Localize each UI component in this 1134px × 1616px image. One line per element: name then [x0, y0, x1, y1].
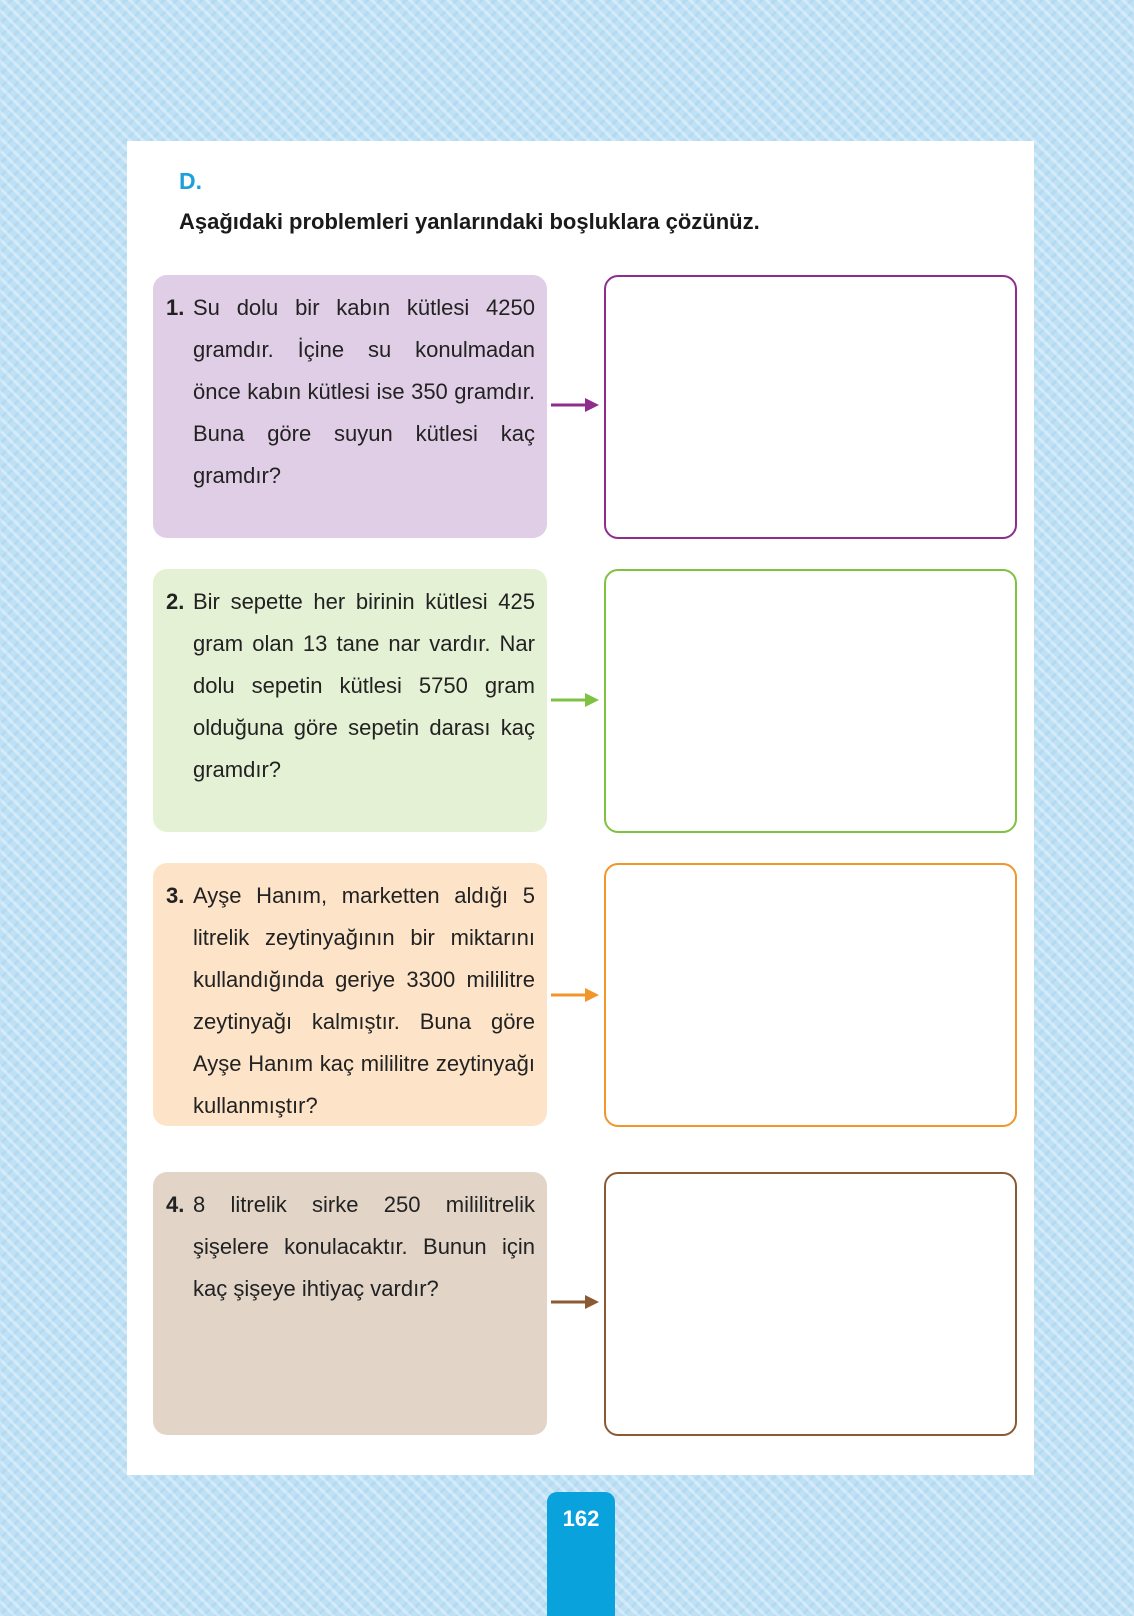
arrow-right-icon: [551, 692, 599, 708]
problem-text: 8 litrelik sirke 250 mililitrelik şişelere konulacaktır. Bunun için kaç şişeye ihtiyaç vardır?: [193, 1192, 535, 1301]
answer-box-4[interactable]: [604, 1172, 1017, 1436]
section-letter: D.: [179, 168, 202, 194]
problem-text: Bir sepette her birinin kütlesi 425 gram olan 13 tane nar vardır. Nar dolu sepetin kütlesi 5750 gram olduğuna göre sepetin darası kaç gramdır?: [193, 589, 535, 782]
problem-text: Ayşe Hanım, marketten aldığı 5 litrelik zeytinyağının bir miktarını kullandığında geriye 3300 mililitre zeytinyağı kalmıştır. Buna göre Ayşe Hanım kaç mililitre zeytinyağı kullanmıştır?: [193, 883, 535, 1118]
page-number-tab: [547, 1492, 615, 1616]
problem-card-4: [153, 1172, 547, 1435]
problem-number: 2.: [166, 589, 185, 614]
answer-box-1[interactable]: [604, 275, 1017, 539]
problem-number: 1.: [166, 295, 185, 320]
answer-box-3[interactable]: [604, 863, 1017, 1127]
instruction-text: Aşağıdaki problemleri yanlarındaki boşluklara çözünüz.: [179, 209, 760, 234]
worksheet-page: [127, 141, 1034, 1475]
problem-number: 4.: [166, 1192, 185, 1217]
problem-card-2: [153, 569, 547, 832]
arrow-right-icon: [551, 397, 599, 413]
arrow-right-icon: [551, 987, 599, 1003]
arrow-right-icon: [551, 1294, 599, 1310]
problem-card-3: [153, 863, 547, 1126]
problem-card-1: [153, 275, 547, 538]
problem-number: 3.: [166, 883, 185, 908]
page-number: 162: [562, 1506, 600, 1531]
answer-box-2[interactable]: [604, 569, 1017, 833]
problem-text: Su dolu bir kabın kütlesi 4250 gramdır. İçine su konulmadan önce kabın kütlesi ise 350 gramdır. Buna göre suyun kütlesi kaç gramdır?: [193, 295, 535, 488]
